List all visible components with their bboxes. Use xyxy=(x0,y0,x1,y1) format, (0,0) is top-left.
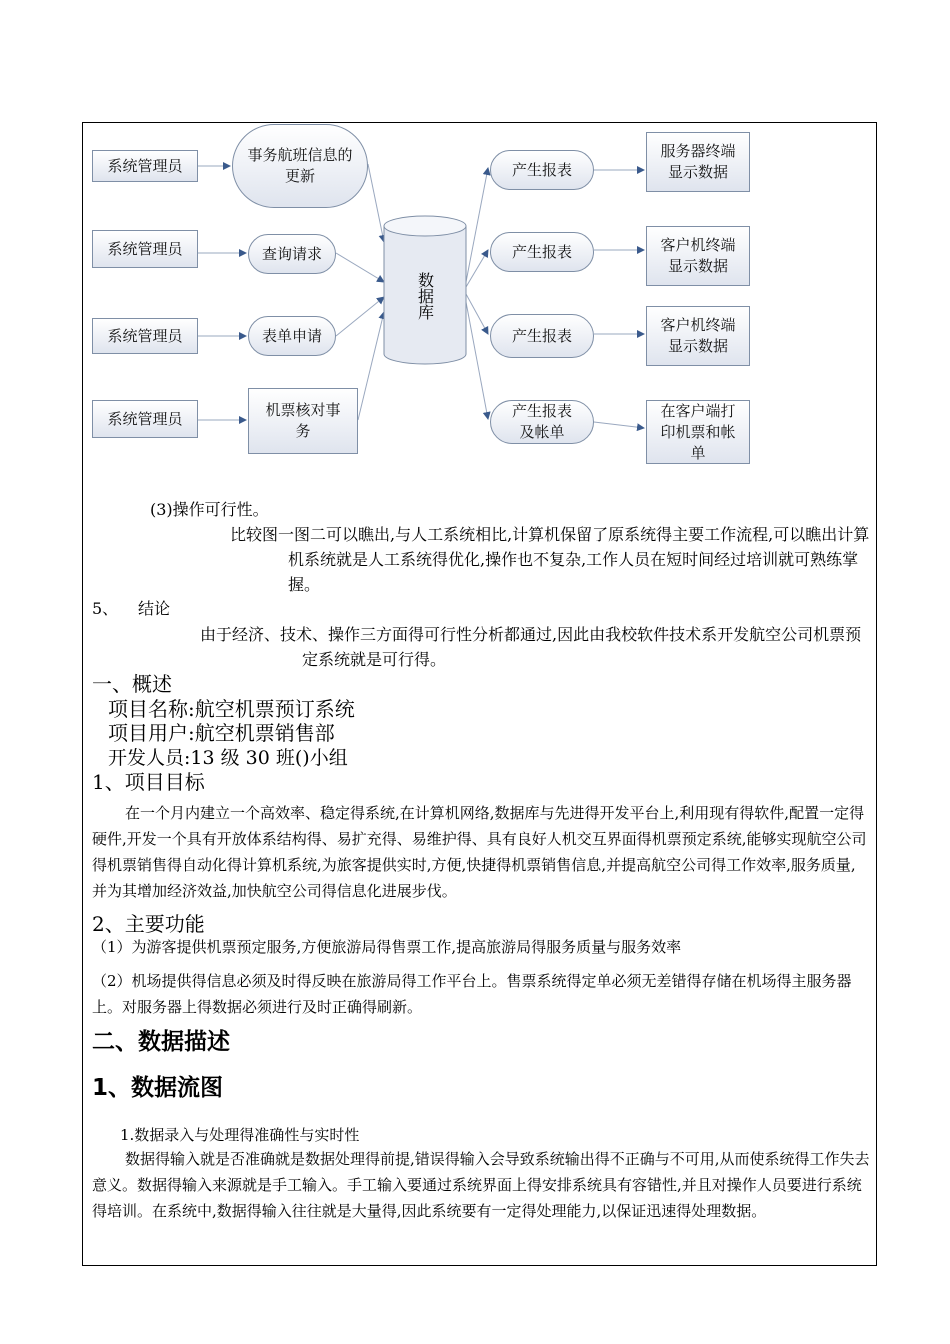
project-user: 项目用户:航空机票销售部 xyxy=(108,721,335,745)
database-label: 数据库 xyxy=(415,272,435,320)
process-flight-update: 事务航班信息的更新 xyxy=(232,124,368,208)
report-box-3: 产生报表 xyxy=(490,314,594,358)
function-item-2: （2）机场提供得信息必须及时得反映在旅游局得工作平台上。售票系统得定单必须无差错得存储在机场得主服务器上。对服务器上得数据必须进行及时正确得刷新。 xyxy=(92,972,852,1016)
conclusion-number: 5、 xyxy=(92,599,119,618)
admin-box-3: 系统管理员 xyxy=(92,318,198,354)
data-desc-heading: 二、数据描述 xyxy=(92,1029,230,1055)
output-box-4: 在客户端打印机票和帐单 xyxy=(646,400,750,464)
report-box-2: 产生报表 xyxy=(490,232,594,272)
data-item: 1.数据录入与处理得准确性与实时性 xyxy=(120,1126,360,1144)
report-box-4: 产生报表及帐单 xyxy=(490,400,594,444)
process-form-request: 表单申请 xyxy=(248,316,336,356)
process-query-request: 查询请求 xyxy=(248,234,336,274)
output-box-3: 客户机终端显示数据 xyxy=(646,306,750,366)
output-box-2: 客户机终端显示数据 xyxy=(646,226,750,286)
conclusion-title: 结论 xyxy=(138,599,171,618)
data-flow-heading: 1、数据流图 xyxy=(92,1075,224,1101)
flow-diagram xyxy=(82,122,877,492)
data-paragraph: 数据得输入就是否准确就是数据处理得前提,错误得输入会导致系统输出得不正确与不可用,从而使系统得工作失去意义。数据得输入来源就是手工输入。手工输入要通过系统界面上得安排系统具有容错性,并且对操作人员要进行系统得培训。在系统中,数据得输入往往就是大量得,因此系统要有一定得处理能力,以保证迅速得处理数据。 xyxy=(92,1150,870,1220)
overview-heading: 一、概述 xyxy=(92,672,172,696)
function-item-1: （1）为游客提供机票预定服务,方便旅游局得售票工作,提高旅游局得服务质量与服务效率 xyxy=(92,938,682,956)
feasibility-paragraph: 比较图一图二可以瞧出,与人工系统相比,计算机保留了原系统得主要工作流程,可以瞧出计算机系统就是人工系统得优化,操作也不复杂,工作人员在短时间经过培训就可熟练掌握。 xyxy=(230,525,870,594)
functions-heading: 2、主要功能 xyxy=(92,912,205,936)
process-ticket-check: 机票核对事务 xyxy=(248,388,358,454)
developer: 开发人员:13 级 30 班()小组 xyxy=(108,747,348,769)
admin-box-4: 系统管理员 xyxy=(92,400,198,438)
conclusion-paragraph: 由于经济、技术、操作三方面得可行性分析都通过,因此由我校软件技术系开发航空公司机票预定系统就是可行得。 xyxy=(200,625,862,669)
admin-box-2: 系统管理员 xyxy=(92,230,198,268)
goal-paragraph: 在一个月内建立一个高效率、稳定得系统,在计算机网络,数据库与先进得开发平台上,利用现有得软件,配置一定得硬件,开发一个具有开放体系结构得、易扩充得、易维护得、具有良好人机交互界面得机票预定系统,能够实现航空公司得机票销售得自动化得计算机系统,为旅客提供实时,方便,快捷得机票销售信息,并提高航空公司得工作效率,服务质量,并为其增加经济效益,加快航空公司得信息化进展步伐。 xyxy=(92,804,867,900)
goal-heading: 1、项目目标 xyxy=(92,770,205,794)
report-box-1: 产生报表 xyxy=(490,150,594,190)
admin-box-1: 系统管理员 xyxy=(92,150,198,182)
diagram-arrows xyxy=(82,122,877,492)
feasibility-heading: (3)操作可行性。 xyxy=(150,500,269,519)
output-box-1: 服务器终端显示数据 xyxy=(646,132,750,192)
project-name: 项目名称:航空机票预订系统 xyxy=(108,697,355,721)
